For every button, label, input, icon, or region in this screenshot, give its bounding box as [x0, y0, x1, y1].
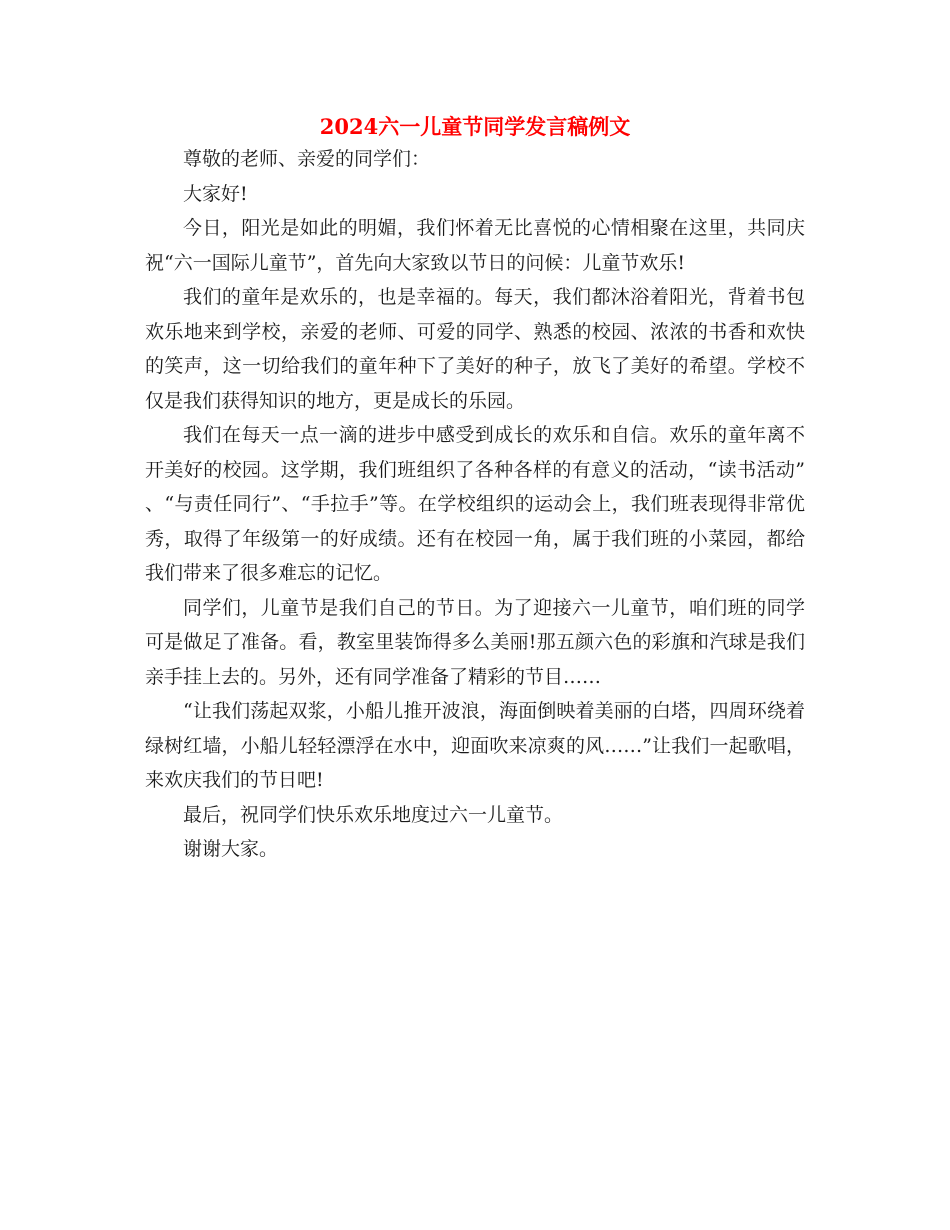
- paragraph-opening: 今日，阳光是如此的明媚，我们怀着无比喜悦的心情相聚在这里，共同庆祝“六一国际儿童节”，首先向大家致以节日的问候：儿童节欢乐!: [145, 217, 805, 274]
- greeting-salutation: 尊敬的老师、亲爱的同学们：: [183, 148, 431, 170]
- greeting-hello: 大家好!: [183, 182, 248, 205]
- paragraph-song: “让我们荡起双浆，小船儿推开波浪，海面倒映着美丽的白塔，四周环绕着绿树红墙，小船儿轻轻漂浮在水中，迎面吹来凉爽的风……”让我们一起歌唱，来欢庆我们的节日吧!: [145, 700, 805, 791]
- document-body: [145, 142, 805, 867]
- paragraph-childhood: 我们的童年是欢乐的，也是幸福的。每天，我们都沐浴着阳光，背着书包欢乐地来到学校，亲爱的老师、可爱的同学、熟悉的校园、浓浓的书香和欢快的笑声，这一切给我们的童年种下了美好的种子，放飞了美好的希望。学校不仅是我们获得知识的地方，更是成长的乐园。: [145, 286, 805, 412]
- paragraph-activities: 我们在每天一点一滴的进步中感受到成长的欢乐和自信。欢乐的童年离不开美好的校园。这学期，我们班组织了各种各样的有意义的活动，“读书活动”、“与责任同行”、“手拉手”等。在学校组织的运动会上，我们班表现得非常优秀，取得了年级第一的好成绩。还有在校园一角，属于我们班的小菜园，都给我们带来了很多难忘的记忆。: [145, 424, 805, 584]
- paragraph-thanks: 谢谢大家。: [183, 838, 279, 860]
- paragraph-preparation: 同学们，儿童节是我们自己的节日。为了迎接六一儿童节，咱们班的同学可是做足了准备。看，教室里装饰得多么美丽!那五颜六色的彩旗和汽球是我们亲手挂上去的。另外，还有同学准备了精彩的节目……: [145, 596, 805, 688]
- paragraph-closing-wish: 最后，祝同学们快乐欢乐地度过六一儿童节。: [183, 803, 564, 826]
- document-title: 2024六一儿童节同学发言稿例文: [319, 114, 631, 139]
